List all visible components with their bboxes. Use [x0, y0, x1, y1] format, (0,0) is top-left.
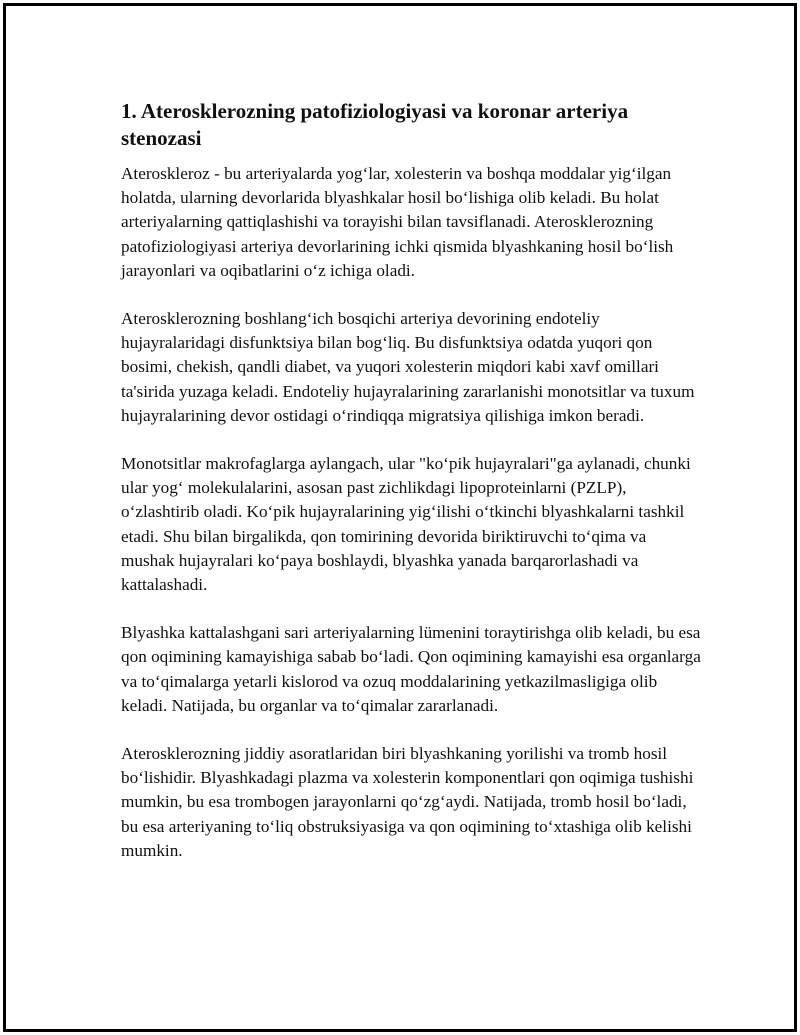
paragraph-1: Ateroskleroz - bu arteriyalarda yog‘lar, xolesterin va boshqa moddalar yig‘ilgan holatda, ularning devorlarida blyashkalar hosil bo‘lishiga olib keladi. Bu holat arteriyalarning qattiqlashishi va torayishi bilan tavsiflanadi. Aterosklerozning patofiziologiyasi arteriya devorlarining ichki qismida blyashkaning hosil bo‘lish jarayonlari va oqibatlarini o‘z ichiga oladi. — [121, 164, 674, 280]
paragraph-3: Monotsitlar makrofaglarga aylangach, ular "ko‘pik hujayralari"ga aylanadi, chunki ular yog‘ molekulalarini, asosan past zichlikdagi lipoproteinlarni (PZLP), o‘zlashtirib oladi. Ko‘pik hujayralarining yig‘ilishi o‘tkinchi blyashkalarni tashkil etadi. Shu bilan birgalikda, qon tomirining devorida biriktiruvchi to‘qima va mushak hujayralari ko‘paya boshlaydi, blyashka yanada barqarorlashadi va kattalashadi. — [121, 454, 691, 595]
section-heading: 1. Aterosklerozning patofiziologiyasi va koronar arteriya stenozasi — [121, 99, 629, 150]
paragraph-4: Blyashka kattalashgani sari arteriyalarning lümenini toraytirishga olib keladi, bu esa qon oqimining kamayishiga sabab bo‘ladi. Qon oqimining kamayishi esa organlarga va to‘qimalarga yetarli kislorod va ozuq moddalarining yetkazilmasligiga olib keladi. Natijada, bu organlar va to‘qimalar zararlanadi. — [121, 623, 701, 715]
paragraph-5: Aterosklerozning jiddiy asoratlaridan biri blyashkaning yorilishi va tromb hosil bo‘lishidir. Blyashkadagi plazma va xolesterin komponentlari qon oqimiga tushishi mumkin, bu esa trombogen jarayonlarni qo‘zg‘aydi. Natijada, tromb hosil bo‘ladi, bu esa arteriyaning to‘liq obstruksiyasiga va qon oqimining to‘xtashiga olib kelishi mumkin. — [121, 744, 694, 860]
document-page — [3, 3, 797, 1032]
document-content — [121, 98, 701, 887]
paragraph-2: Aterosklerozning boshlang‘ich bosqichi arteriya devorining endoteliy hujayralaridagi disfunktsiya bilan bog‘liq. Bu disfunktsiya odatda yuqori qon bosimi, chekish, qandli diabet, va yuqori xolesterin miqdori kabi xavf omillari ta'sirida yuzaga keladi. Endoteliy hujayralarining zararlanishi monotsitlar va tuxum hujayralarining devor ostidagi o‘rindiqqa migratsiya qilishiga imkon beradi. — [121, 309, 695, 425]
